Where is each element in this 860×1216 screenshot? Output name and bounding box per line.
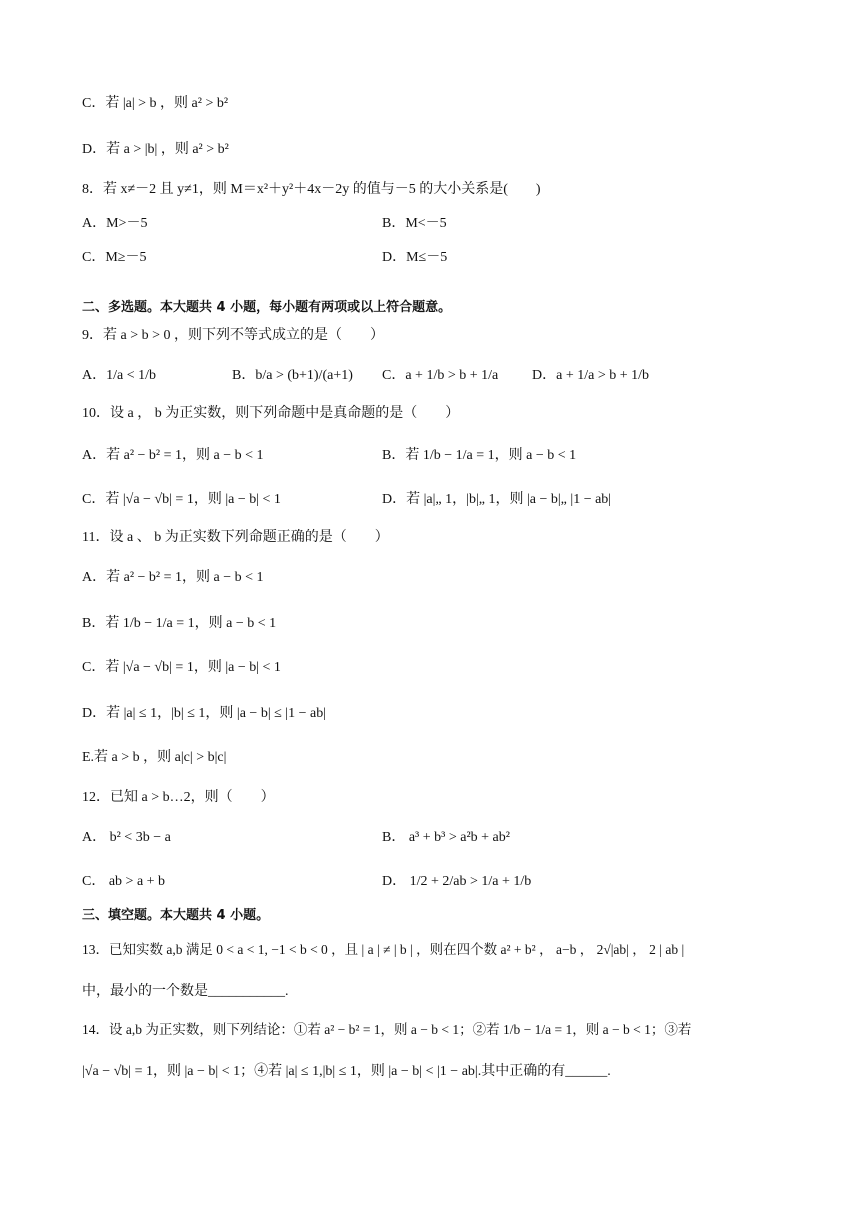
q12-option-b: B． a³ + b³ > a²b + ab² [382, 830, 510, 845]
q11-option-b: B．若 1/b − 1/a = 1，则 a − b < 1 [82, 616, 277, 631]
q9-option-a: A．1/a < 1/b [82, 368, 156, 383]
q8-option-c: C．M≥－5 [82, 250, 147, 265]
q10-option-b: B．若 1/b − 1/a = 1，则 a − b < 1 [382, 448, 577, 463]
question-12: 12．已知 a > b…2，则（ ） [82, 790, 275, 805]
section-3-header: 三、填空题。本大题共 4 小题。 [82, 908, 270, 923]
question-11: 11．设 a 、 b 为正实数下列命题正确的是（ ） [82, 530, 389, 545]
q10-option-d: D．若 |a|„ 1，|b|„ 1，则 |a − b|„ |1 − ab| [382, 492, 612, 507]
q9-option-d: D．a + 1/a > b + 1/b [532, 368, 650, 383]
q12-option-c: C． ab > a + b [82, 874, 166, 889]
q11-option-e: E.若 a > b ，则 a|c| > b|c| [82, 750, 227, 765]
q9-option-b: B．b/a > (b+1)/(a+1) [232, 368, 353, 383]
q10-option-a: A．若 a² − b² = 1，则 a − b < 1 [82, 448, 264, 463]
question-10: 10．设 a ， b 为正实数，则下列命题中是真命题的是（ ） [82, 406, 460, 421]
q12-option-d: D． 1/2 + 2/ab > 1/a + 1/b [382, 874, 532, 889]
q8-option-a: A．M>－5 [82, 216, 148, 231]
question-8: 8．若 x≠－2 且 y≠1，则 M＝x²＋y²＋4x－2y 的值与－5 的大小关系是( ) [82, 182, 541, 197]
question-9: 9．若 a > b > 0 ，则下列不等式成立的是（ ） [82, 328, 385, 343]
q7-option-d: D．若 a > |b| ，则 a² > b² [82, 142, 229, 157]
q11-option-c: C．若 |√a − √b| = 1，则 |a − b| < 1 [82, 660, 281, 675]
q9-option-c: C．a + 1/b > b + 1/a [382, 368, 499, 383]
q11-option-d: D．若 |a| ≤ 1，|b| ≤ 1，则 |a − b| ≤ |1 − ab| [82, 706, 327, 721]
question-13-cont: 中，最小的一个数是___________. [82, 984, 289, 999]
q11-option-a: A．若 a² − b² = 1，则 a − b < 1 [82, 570, 264, 585]
question-13: 13．已知实数 a,b 满足 0 < a < 1, −1 < b < 0 ，且 | a | ≠ | b | ，则在四个数 a² + b² ， a−b ， 2√|ab| ， 2 | ab | [82, 942, 685, 957]
q8-option-d: D．M≤－5 [382, 250, 448, 265]
q12-option-a: A． b² < 3b − a [82, 830, 171, 845]
q8-option-b: B．M<－5 [382, 216, 447, 231]
q7-option-c: C．若 |a| > b ，则 a² > b² [82, 96, 229, 111]
q10-option-c: C．若 |√a − √b| = 1，则 |a − b| < 1 [82, 492, 281, 507]
question-14: 14．设 a,b 为正实数，则下列结论：①若 a² − b² = 1，则 a − b < 1；②若 1/b − 1/a = 1，则 a − b < 1；③若 [82, 1022, 692, 1037]
question-14-cont: |√a − √b| = 1，则 |a − b| < 1；④若 |a| ≤ 1,|b| ≤ 1，则 |a − b| < |1 − ab|.其中正确的有______. [82, 1064, 611, 1079]
section-2-header: 二、多选题。本大题共 4 小题，每小题有两项或以上符合题意。 [82, 300, 452, 315]
